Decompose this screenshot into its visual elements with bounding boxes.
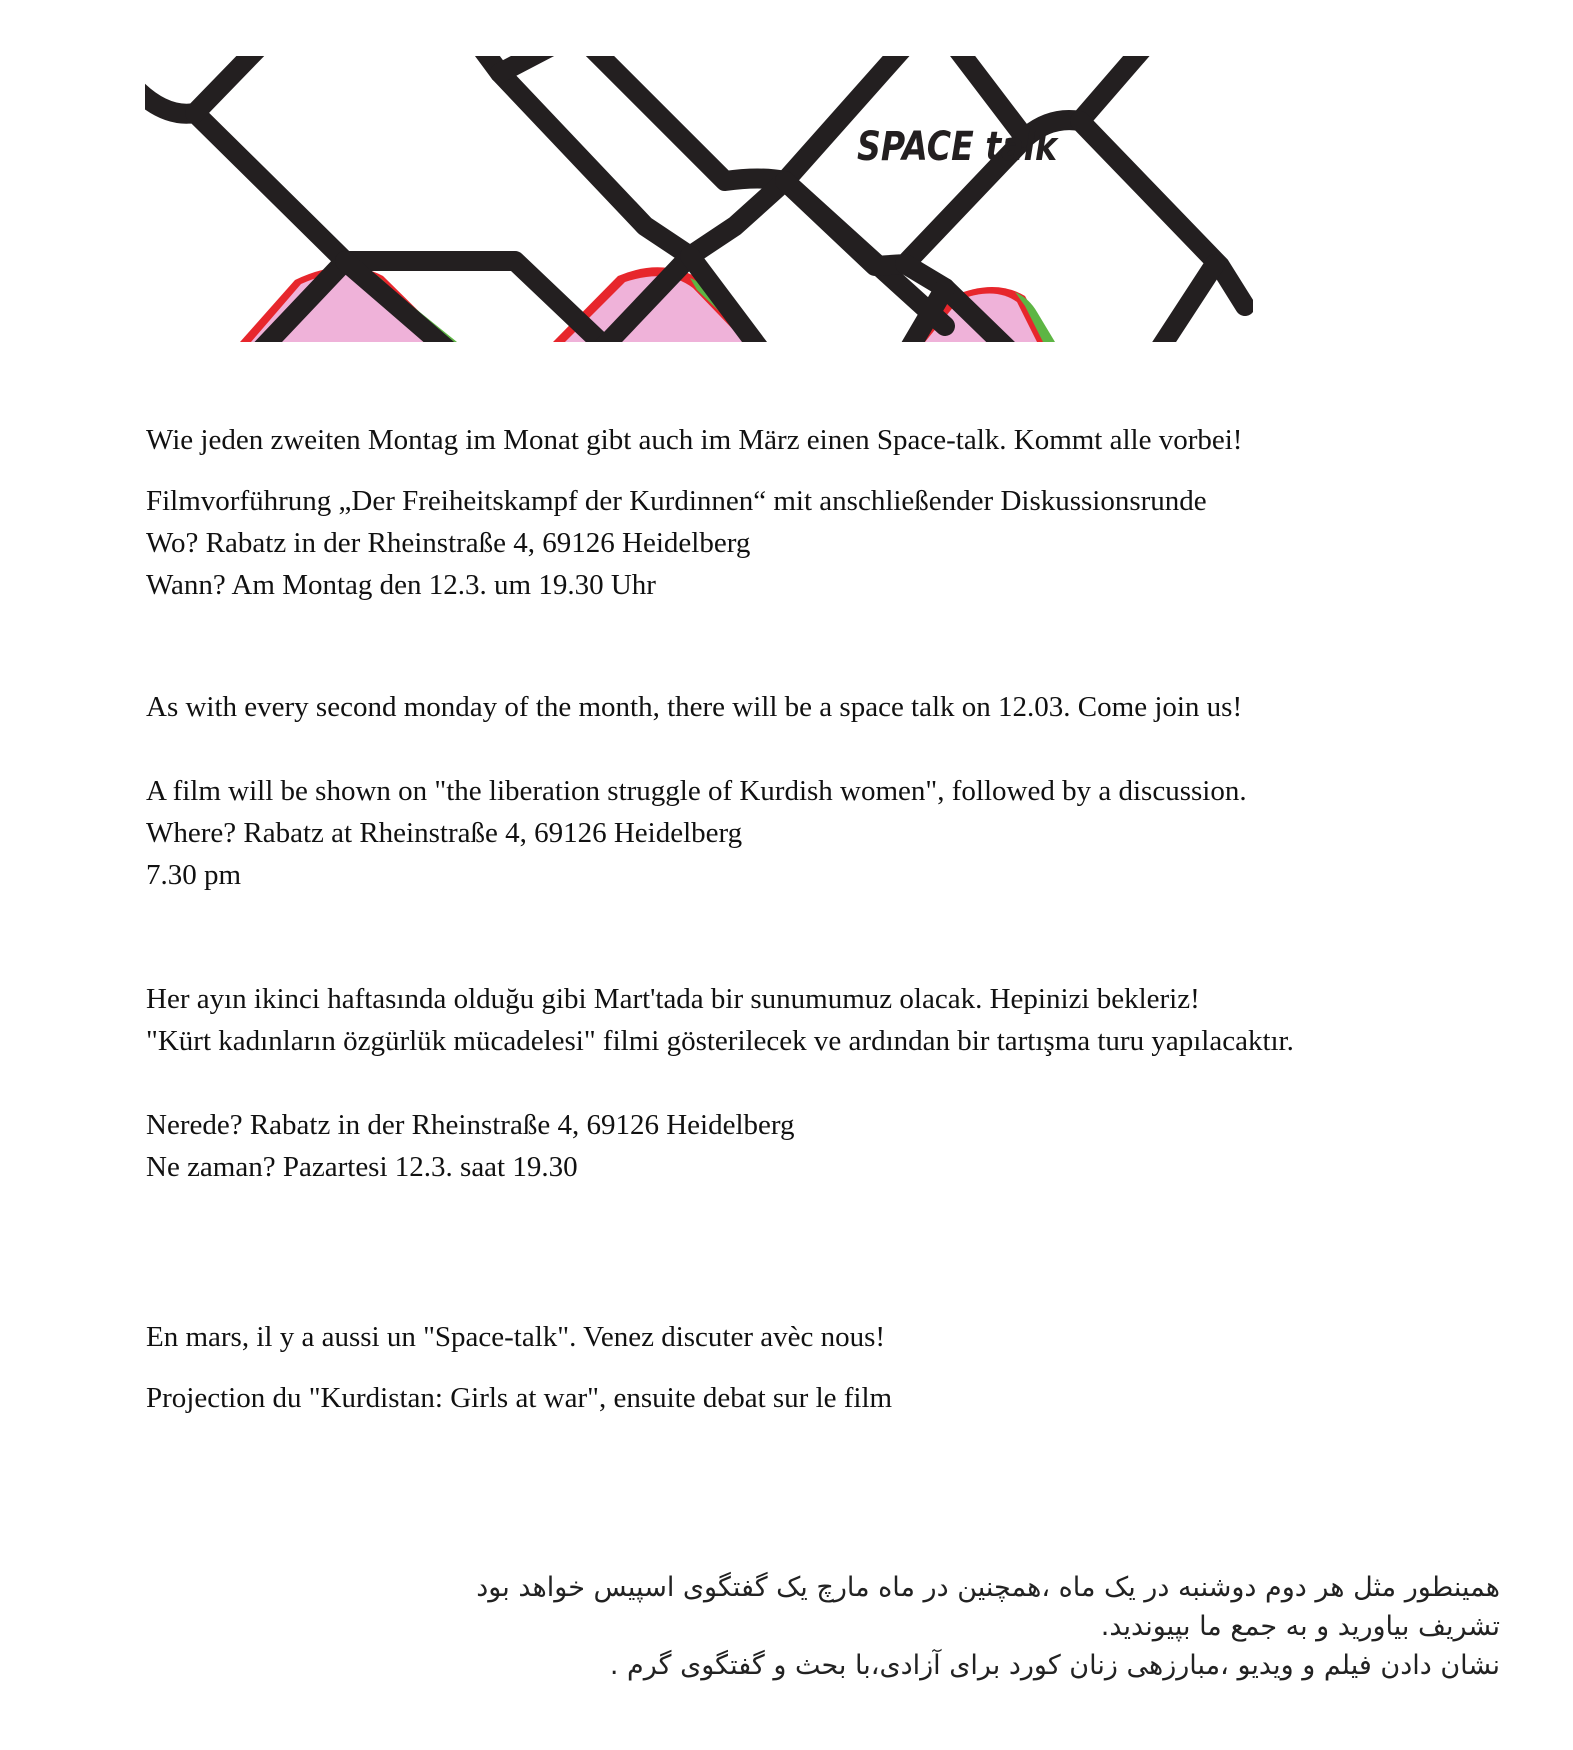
- german-where: Wo? Rabatz in der Rheinstraße 4, 69126 Heidelberg: [146, 527, 751, 559]
- french-intro: En mars, il y a aussi un "Space-talk". Venez discuter avèc nous!: [146, 1321, 886, 1353]
- fence-mountain-graphic: [145, 56, 1253, 342]
- english-where: Where? Rabatz at Rheinstraße 4, 69126 Heidelberg: [146, 817, 743, 849]
- english-when: 7.30 pm: [146, 859, 242, 891]
- german-intro: Wie jeden zweiten Montag im Monat gibt auch im März einen Space-talk. Kommt alle vorbei!: [146, 424, 1243, 456]
- persian-line-2: تشریف بیاورید و به جمع ما بپیوندید.: [1100, 1611, 1500, 1642]
- turkish-intro: Her ayın ikinci haftasında olduğu gibi Mart'tada bir sunumumuz olacak. Hepinizi bekleriz!: [146, 983, 1200, 1015]
- persian-line-1: همینطور مثل هر دوم دوشنبه در یک ماه ،همچنین در ماه مارچ یک گفتگوی اسپیس خواهد بود: [476, 1572, 1500, 1603]
- english-intro: As with every second monday of the month, there will be a space talk on 12.03. Come join us!: [146, 691, 1243, 723]
- persian-block: [476, 1568, 1500, 1685]
- english-film: A film will be shown on "the liberation struggle of Kurdish women", followed by a discussion.: [146, 775, 1247, 807]
- german-when: Wann? Am Montag den 12.3. um 19.30 Uhr: [146, 569, 656, 601]
- logo-text: SPACE talk: [857, 124, 1059, 170]
- space-talk-banner: [145, 56, 1253, 342]
- turkish-film: "Kürt kadınların özgürlük mücadelesi" filmi gösterilecek ve ardından bir tartışma turu yapılacaktır.: [146, 1025, 1294, 1057]
- french-film: Projection du "Kurdistan: Girls at war", ensuite debat sur le film: [146, 1382, 893, 1414]
- german-film: Filmvorführung „Der Freiheitskampf der Kurdinnen“ mit anschließender Diskussionsrunde: [146, 485, 1207, 517]
- turkish-where: Nerede? Rabatz in der Rheinstraße 4, 69126 Heidelberg: [146, 1109, 795, 1141]
- persian-line-3: نشان دادن فیلم و ویدیو ،مبارزهی زنان کورد برای آزادی،با بحث و گفتگوی گرم .: [609, 1650, 1500, 1681]
- turkish-when: Ne zaman? Pazartesi 12.3. saat 19.30: [146, 1151, 578, 1183]
